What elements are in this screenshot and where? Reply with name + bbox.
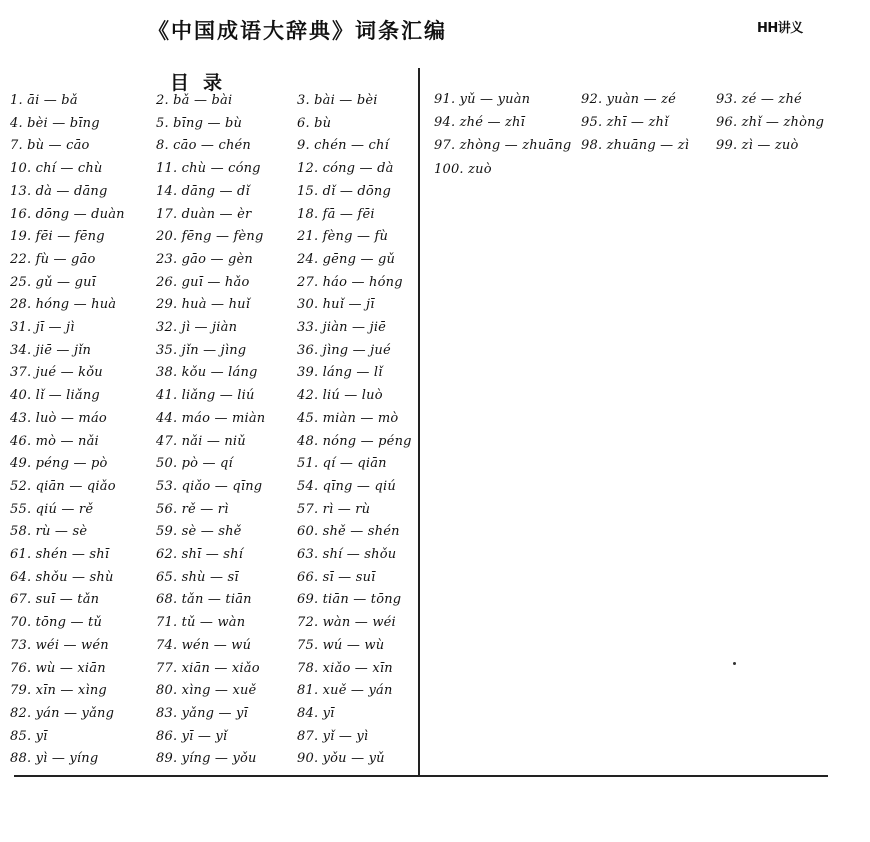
toc-entry: 76. wù — xiān [10,660,106,676]
toc-entry: 83. yǎng — yī [156,705,248,721]
toc-entry: 1. āi — bǎ [10,93,78,108]
toc-entry: 81. xuě — yán [297,683,393,699]
toc-entry: 65. shù — sī [156,569,239,585]
toc-entry: 15. dǐ — dōng [297,183,391,199]
toc-entry: 23. gāo — gèn [156,251,253,267]
toc-entry: 42. liú — luò [297,388,383,404]
toc-entry: 19. fēi — fēng [10,229,105,245]
toc-entry: 6. bù [297,115,332,131]
toc-entry: 82. yán — yǎng [10,705,115,721]
toc-entry: 91. yǔ — yuàn [434,92,531,107]
toc-entry: 74. wén — wú [156,637,252,653]
toc-entry: 40. lǐ — liǎng [10,388,100,404]
toc-entry: 47. nǎi — niǔ [156,433,246,449]
toc-entry: 98. zhuāng — zì [581,138,690,154]
toc-entry: 44. máo — miàn [156,410,266,426]
toc-entry: 66. sī — suī [297,569,376,585]
toc-entry: 97. zhòng — zhuāng [434,138,572,154]
toc-entry: 57. rì — rù [297,501,371,517]
toc-entry: 80. xìng — xuě [156,683,257,699]
toc-entry: 70. tōng — tǔ [10,615,103,631]
toc-entry: 85. yī [10,728,48,744]
toc-entry: 10. chí — chù [10,161,103,177]
toc-entry: 87. yǐ — yì [297,728,369,744]
toc-entry: 41. liǎng — liú [156,388,255,404]
toc-entry: 68. tǎn — tiān [156,592,252,608]
toc-entry: 12. cóng — dà [297,161,394,177]
toc-entry: 13. dà — dāng [10,183,108,199]
toc-entry: 38. kǒu — láng [156,365,258,381]
toc-entry: 93. zé — zhé [716,92,802,107]
toc-entry: 71. tǔ — wàn [156,615,246,631]
toc-entry: 100. zuò [434,161,492,177]
toc-entry: 58. rù — sè [10,524,88,540]
toc-entry: 33. jiàn — jiē [297,320,387,335]
toc-entry: 32. jì — jiàn [156,320,238,335]
toc-entry: 78. xiǎo — xīn [297,660,393,676]
toc-entry: 24. gēng — gǔ [297,251,396,267]
toc-entry: 55. qiú — rě [10,501,94,517]
toc-entry: 75. wú — wù [297,637,385,653]
toc-entry: 60. shě — shén [297,524,400,540]
toc-entry: 31. jī — jì [10,320,75,335]
toc-entry: 25. gǔ — guī [10,274,97,290]
toc-entry: 63. shí — shǒu [297,547,397,562]
toc-entry: 62. shī — shí [156,547,244,562]
toc-entry: 22. fù — gāo [10,251,96,267]
toc-entry: 79. xīn — xìng [10,683,107,699]
toc-entry: 64. shǒu — shù [10,569,114,585]
toc-entry: 30. huǐ — jī [297,297,375,313]
toc-entry: 53. qiǎo — qīng [156,478,263,494]
toc-entry: 49. péng — pò [10,456,108,472]
toc-entry: 39. láng — lǐ [297,365,383,381]
toc-entry: 29. huà — huǐ [156,297,251,313]
toc-entry: 86. yī — yǐ [156,728,228,744]
document-title: 《中国成语大辞典》词条汇编 [148,18,447,43]
toc-entry: 7. bù — cāo [10,138,90,154]
toc-entry: 28. hóng — huà [10,297,117,313]
toc-entry: 16. dōng — duàn [10,206,125,222]
toc-entry: 52. qiān — qiǎo [10,478,116,494]
toc-entry: 4. bèi — bīng [10,115,100,131]
toc-entry: 45. miàn — mò [297,410,399,426]
toc-entry: 56. rě — rì [156,501,229,517]
toc-entry: 99. zì — zuò [716,138,799,154]
toc-entry: 72. wàn — wéi [297,615,396,631]
toc-entry: 59. sè — shě [156,524,242,540]
toc-entry: 26. guī — hǎo [156,274,250,290]
toc-entry: 84. yī [297,705,335,721]
toc-entry: 73. wéi — wén [10,637,109,653]
toc-entry: 35. jǐn — jìng [156,342,247,358]
toc-entry: 54. qīng — qiú [297,478,396,494]
toc-entry: 69. tiān — tōng [297,592,402,608]
toc-entry: 11. chù — cóng [156,161,261,177]
toc-entry: 14. dāng — dǐ [156,183,250,199]
toc-heading: 目录 [170,72,237,94]
toc-entry: 46. mò — nǎi [10,433,99,449]
toc-entry: 8. cāo — chén [156,138,251,154]
toc-entry: 50. pò — qí [156,456,233,472]
column-divider [418,68,420,776]
toc-entry: 5. bīng — bù [156,115,243,131]
toc-entry: 34. jiē — jǐn [10,342,92,358]
toc-entry: 21. fèng — fù [297,229,389,245]
toc-entry: 37. jué — kǒu [10,365,103,381]
toc-entry: 67. suī — tǎn [10,592,100,608]
bottom-rule [14,775,828,777]
toc-entry: 17. duàn — èr [156,206,252,222]
toc-entry: 96. zhǐ — zhòng [716,115,825,131]
toc-entry: 9. chén — chí [297,138,389,154]
toc-entry: 18. fā — fēi [297,206,375,222]
toc-entry: 20. fēng — fèng [156,229,264,245]
scan-speck [733,662,736,665]
toc-entry: 43. luò — máo [10,410,107,426]
toc-entry: 88. yì — yíng [10,751,99,767]
toc-entry: 90. yǒu — yǔ [297,751,385,767]
toc-entry: 92. yuàn — zé [581,92,677,107]
toc-entry: 94. zhé — zhī [434,115,525,131]
toc-entry: 2. bǎ — bài [156,93,233,108]
toc-entry: 48. nóng — péng [297,433,412,449]
toc-entry: 36. jìng — jué [297,342,391,358]
toc-entry: 3. bài — bèi [297,93,378,108]
publisher-tag: HH讲义 [757,21,803,36]
toc-entry: 95. zhī — zhǐ [581,115,669,131]
toc-entry: 27. háo — hóng [297,274,403,290]
toc-entry: 77. xiān — xiǎo [156,660,260,676]
toc-entry: 89. yíng — yǒu [156,751,257,767]
toc-entry: 51. qí — qiān [297,456,387,472]
toc-entry: 61. shén — shī [10,547,110,562]
